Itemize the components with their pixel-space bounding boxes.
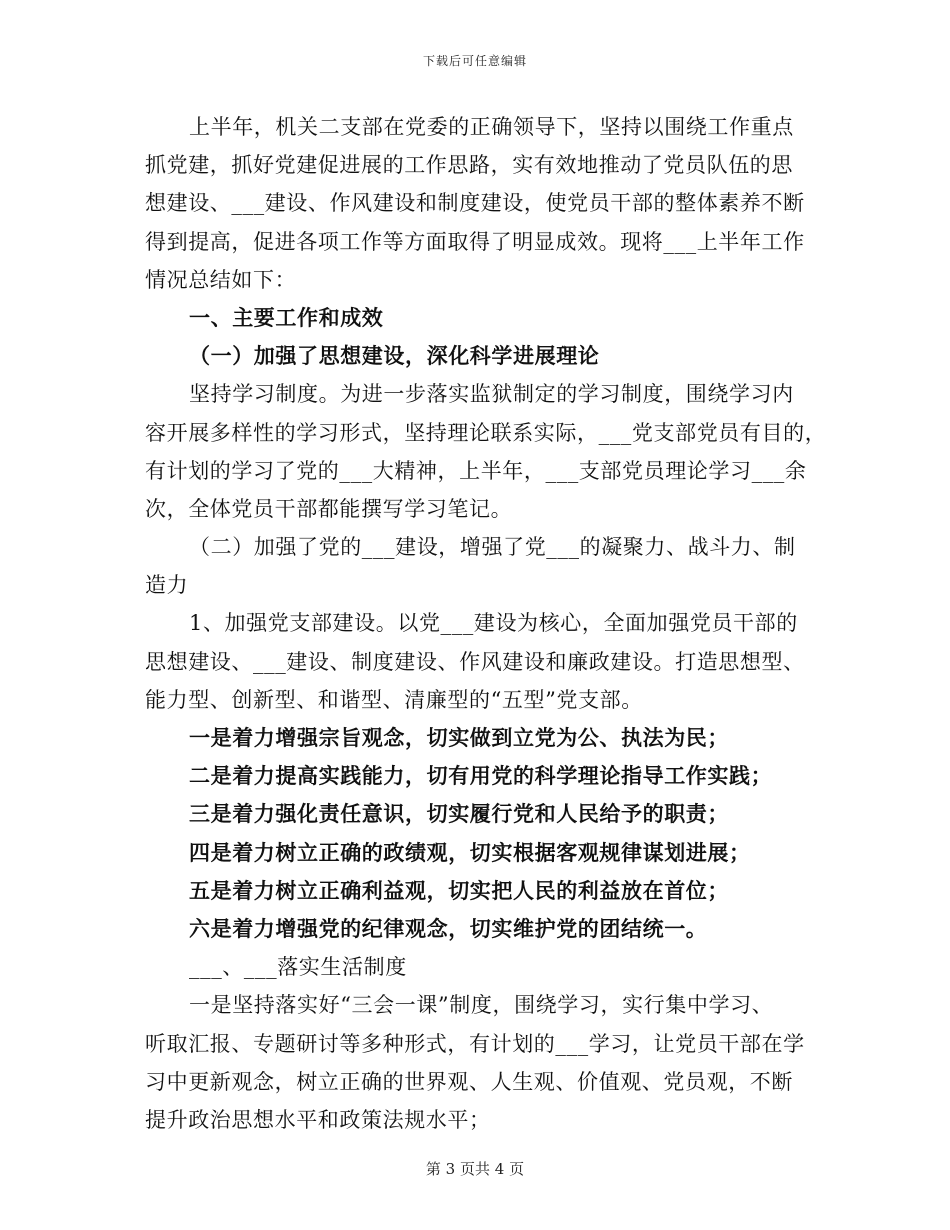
text-line: 抓党建，抓好党建促进展的工作思路，实有效地推动了党员队伍的思 [145,153,793,178]
text-line: 上半年，机关二支部在党委的正确领导下，坚持以围绕工作重点 [189,115,794,139]
page-header: 下载后可任意编辑 [422,54,527,68]
text-line: 提升政治思想水平和政策法规水平； [145,1107,491,1132]
text-line: 二是着力提高实践能力，切有用党的科学理论指导工作实践； [189,763,773,789]
text-line: 一是着力增强宗旨观念，切实做到立党为公、执法为民； [189,725,729,750]
page-footer: 第 3 页共 4 页 [425,1160,525,1178]
text-line: （一）加强了思想建设，深化科学进展理论 [189,343,600,369]
text-line: 容开展多样性的学习形式，坚持理论联系实际，___党支部党员有目的， [145,420,827,445]
text-line: 次，全体党员干部都能撰写学习笔记。 [145,496,513,521]
text-line: 一、主要工作和成效 [189,304,384,330]
text-line: 习中更新观念，树立正确的世界观、人生观、价值观、党员观，不断 [145,1069,793,1094]
text-line: 得到提高，促进各项工作等方面取得了明显成效。现将___上半年工作 [145,229,805,254]
text-line: 听取汇报、专题研讨等多种形式，有计划的___学习，让党员干部在学 [145,1031,805,1056]
text-line: 造力 [145,573,189,598]
text-line: 想建设、___建设、作风建设和制度建设，使党员干部的整体素养不断 [145,191,805,216]
text-line: ___、___落实生活制度 [189,955,407,980]
text-line: 四是着力树立正确的政绩观，切实根据客观规律谋划进展； [189,839,751,865]
text-line: 坚持学习制度。为进一步落实监狱制定的学习制度，围绕学习内 [189,382,794,407]
text-line: 1、加强党支部建设。以党___建设为核心，全面加强党员干部的 [189,611,798,636]
text-line: 三是着力强化责任意识，切实履行党和人民给予的职责； [189,801,729,827]
text-line: 有计划的学习了党的___大精神，上半年，___支部党员理论学习___余 [145,458,807,483]
document-body [145,108,827,1139]
text-line: 情况总结如下： [145,267,297,292]
text-line: 六是着力增强党的纪律观念，切实维护党的团结统一。 [189,915,708,941]
text-line: 一是坚持落实好“三会一课”制度，围绕学习，实行集中学习、 [189,993,774,1018]
text-line: （二）加强了党的___建设，增强了党___的凝聚力、战斗力、制 [189,535,796,560]
text-line: 能力型、创新型、和谐型、清廉型的“五型”党支部。 [145,687,643,712]
text-line: 五是着力树立正确利益观，切实把人民的利益放在首位； [189,877,729,903]
text-line: 思想建设、___建设、制度建设、作风建设和廉政建设。打造思想型、 [145,649,805,674]
